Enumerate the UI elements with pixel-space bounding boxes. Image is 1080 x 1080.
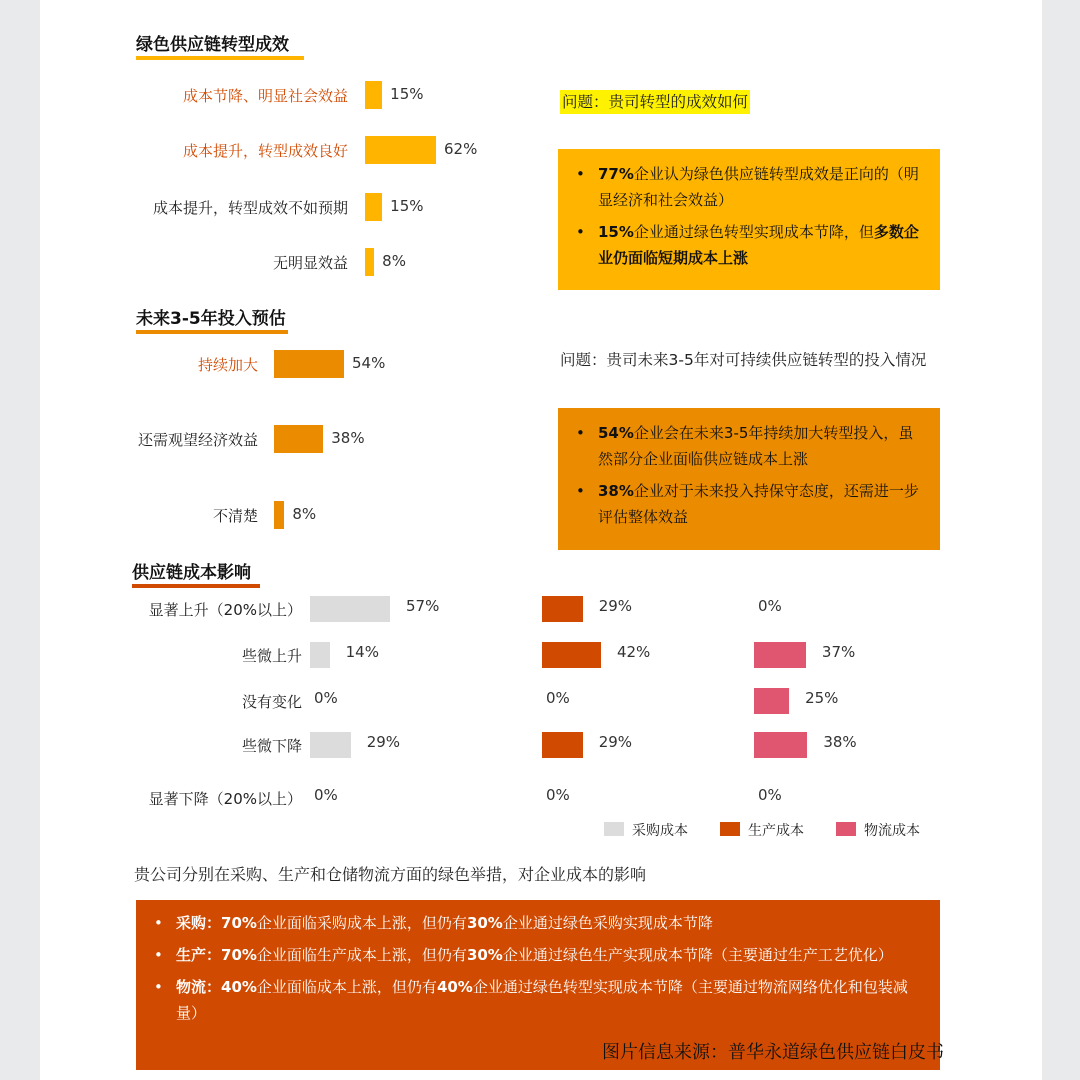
section3-caption: 贵公司分别在采购、生产和仓储物流方面的绿色举措，对企业成本的影响 — [134, 865, 647, 884]
category-label: 没有变化 — [241, 693, 302, 711]
category-label: 显著下降（20%以上） — [148, 790, 302, 808]
value-label: 57% — [406, 597, 440, 615]
bullet-pct: 70% — [221, 946, 257, 964]
bullet-bold: 38% — [598, 482, 634, 500]
bullet-text: 企业认为绿色供应链转型成效是正向的（明显经济和社会效益） — [598, 165, 919, 209]
bar — [365, 193, 382, 221]
bar — [542, 596, 583, 622]
bullet-bold-tail: 多数企业仍面临短期成本上涨 — [598, 223, 919, 267]
value-label: 38% — [331, 429, 365, 447]
value-label: 8% — [292, 505, 317, 523]
bar — [365, 81, 382, 109]
legend-swatch-production — [720, 822, 740, 836]
bullet-pct: 30% — [466, 946, 503, 964]
value-label: 15% — [390, 197, 424, 215]
value-label: 14% — [345, 643, 379, 661]
bar — [310, 596, 390, 622]
bar — [754, 642, 806, 668]
value-label: 29% — [598, 733, 633, 751]
section2-title: 未来3-5年投入预估 — [136, 309, 286, 329]
section1-summary-box — [558, 149, 940, 290]
bar — [365, 136, 436, 164]
section1-bullet-1 — [572, 161, 924, 213]
category-label: 不清楚 — [212, 507, 258, 525]
bullet-pct: 70% — [221, 914, 257, 932]
value-label: 42% — [616, 643, 651, 661]
bullet-bold: 物流： — [176, 978, 222, 996]
legend-swatch-logistics — [836, 822, 856, 836]
category-label: 还需观望经济效益 — [137, 431, 258, 449]
bullet-text: 企业通过绿色采购实现成本节降 — [502, 914, 713, 932]
category-label: 些微下降 — [241, 737, 302, 755]
bullet-pct: 40% — [221, 978, 257, 996]
source-credit: 图片信息来源：普华永道绿色供应链白皮书 — [602, 1042, 944, 1063]
category-label: 成本节降、明显社会效益 — [182, 87, 348, 105]
category-label: 显著上升（20%以上） — [148, 601, 302, 619]
section1-title: 绿色供应链转型成效 — [136, 35, 289, 55]
category-label: 持续加大 — [197, 356, 258, 374]
page — [40, 0, 1042, 1080]
value-label: 62% — [444, 140, 478, 158]
value-label: 0% — [546, 786, 570, 804]
bar — [274, 425, 323, 453]
section2-summary-box — [558, 408, 940, 550]
bullet-pct: 40% — [436, 978, 473, 996]
bullet-text: 企业会在未来3-5年持续加大转型投入，虽然部分企业面临供应链成本上涨 — [598, 424, 914, 468]
section2-question: 问题：贵司未来3-5年对可持续供应链转型的投入情况 — [560, 351, 927, 369]
legend-label-procurement: 采购成本 — [632, 823, 688, 839]
bar — [310, 642, 330, 668]
bar — [754, 688, 789, 714]
value-label: 29% — [366, 733, 401, 751]
value-label: 0% — [314, 689, 338, 707]
section1-bullet-2 — [572, 219, 924, 271]
bullet-pct: 30% — [466, 914, 503, 932]
bullet-text: 企业通过绿色生产实现成本节降（主要通过生产工艺优化） — [502, 946, 893, 964]
section1-underline — [136, 56, 304, 60]
legend-label-production: 生产成本 — [748, 823, 804, 839]
category-label: 些微上升 — [241, 647, 302, 665]
value-label: 38% — [823, 733, 857, 751]
value-label: 25% — [805, 689, 839, 707]
category-label: 成本提升，转型成效不如预期 — [152, 199, 348, 217]
value-label: 0% — [758, 597, 782, 615]
section2-bullet-2 — [572, 478, 924, 530]
section3-underline — [132, 584, 260, 588]
bullet-text: 企业通过绿色转型实现成本节降（主要通过物流网络优化和包装减量） — [176, 978, 908, 1022]
bullet-text: 企业面临生产成本上涨，但仍有 — [256, 946, 467, 964]
bar — [310, 732, 351, 758]
section3-title: 供应链成本影响 — [132, 563, 251, 583]
value-label: 54% — [352, 354, 386, 372]
legend-swatch-procurement — [604, 822, 624, 836]
value-label: 0% — [314, 786, 338, 804]
bar — [365, 248, 374, 276]
bullet-bold: 77% — [598, 165, 634, 183]
bullet-text: 企业面临成本上涨，但仍有 — [256, 978, 437, 996]
bullet-text: 企业通过绿色转型实现成本节降，但 — [633, 223, 874, 241]
value-label: 37% — [821, 643, 856, 661]
bullet-bold: 54% — [598, 424, 634, 442]
category-label: 成本提升，转型成效良好 — [182, 142, 348, 160]
bar — [274, 501, 284, 529]
bullet-bold: 生产： — [176, 946, 222, 964]
section2-bullet-1 — [572, 420, 924, 472]
bullet-bold: 15% — [598, 223, 634, 241]
value-label: 29% — [598, 597, 633, 615]
section2-underline — [136, 330, 288, 334]
bullet-text: 企业对于未来投入持保守态度，还需进一步评估整体效益 — [598, 482, 919, 526]
section3-bullet-2 — [150, 942, 924, 968]
value-label: 0% — [546, 689, 570, 707]
bullet-bold: 采购： — [176, 914, 222, 932]
bar — [274, 350, 344, 378]
bar — [542, 732, 583, 758]
value-label: 15% — [390, 85, 424, 103]
bullet-text: 企业面临采购成本上涨，但仍有 — [256, 914, 467, 932]
bar — [542, 642, 601, 668]
value-label: 8% — [382, 252, 406, 270]
section3-bullet-3 — [150, 974, 924, 1026]
legend-label-logistics: 物流成本 — [864, 823, 920, 839]
section3-bullet-1 — [150, 910, 924, 936]
value-label: 0% — [758, 786, 782, 804]
section1-question: 问题：贵司转型的成效如何 — [560, 90, 750, 114]
category-label: 无明显效益 — [272, 254, 348, 272]
bar — [754, 732, 807, 758]
